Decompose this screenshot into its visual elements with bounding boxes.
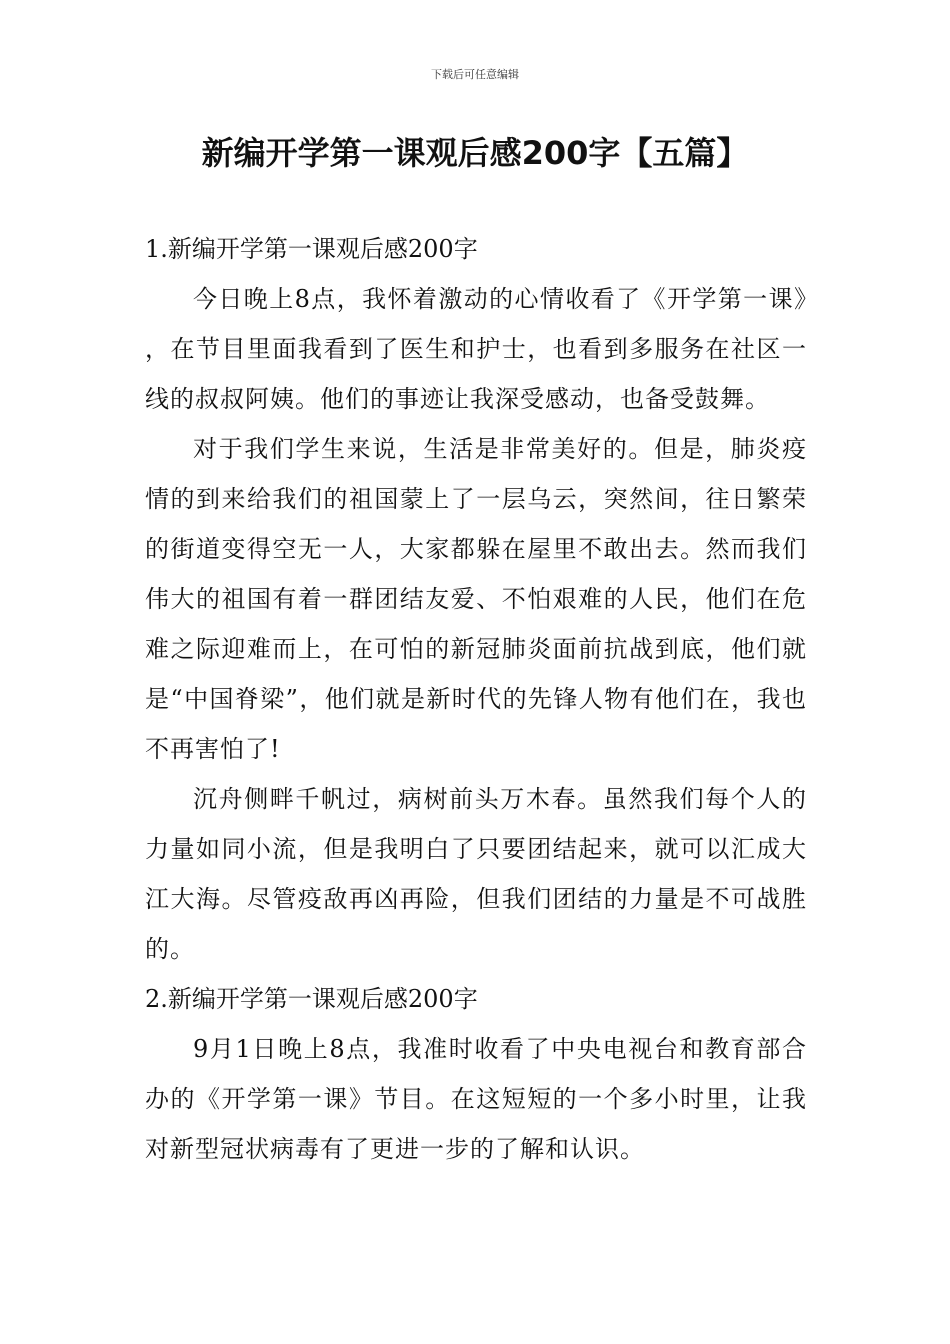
section-1 <box>145 224 807 974</box>
paragraph: 沉舟侧畔千帆过，病树前头万木春。虽然我们每个人的力量如同小流，但是我明白了只要团结起来，就可以汇成大江大海。尽管疫敌再凶再险，但我们团结的力量是不可战胜的。 <box>145 785 807 963</box>
section-heading: 1.新编开学第一课观后感200字 <box>145 235 478 263</box>
section-heading: 2.新编开学第一课观后感200字 <box>145 985 478 1013</box>
paragraph: 对于我们学生来说，生活是非常美好的。但是，肺炎疫情的到来给我们的祖国蒙上了一层乌云，突然间，往日繁荣的街道变得空无一人，大家都躲在屋里不敢出去。然而我们伟大的祖国有着一群团结友爱、不怕艰难的人民，他们在危难之际迎难而上，在可怕的新冠肺炎面前抗战到底，他们就是“中国脊梁”，他们就是新时代的先锋人物有他们在，我也不再害怕了! <box>145 435 807 763</box>
header-note: 下载后可任意编辑 <box>431 68 519 81</box>
section-2 <box>145 974 807 1174</box>
document-body <box>145 224 807 1174</box>
document-title: 新编开学第一课观后感200字【五篇】 <box>201 134 749 172</box>
paragraph: 今日晚上8点，我怀着激动的心情收看了《开学第一课》，在节目里面我看到了医生和护士，也看到多服务在社区一线的叔叔阿姨。他们的事迹让我深受感动，也备受鼓舞。 <box>145 285 807 413</box>
paragraph: 9月1日晚上8点，我准时收看了中央电视台和教育部合办的《开学第一课》节目。在这短短的一个多小时里，让我对新型冠状病毒有了更进一步的了解和认识。 <box>145 1035 807 1163</box>
